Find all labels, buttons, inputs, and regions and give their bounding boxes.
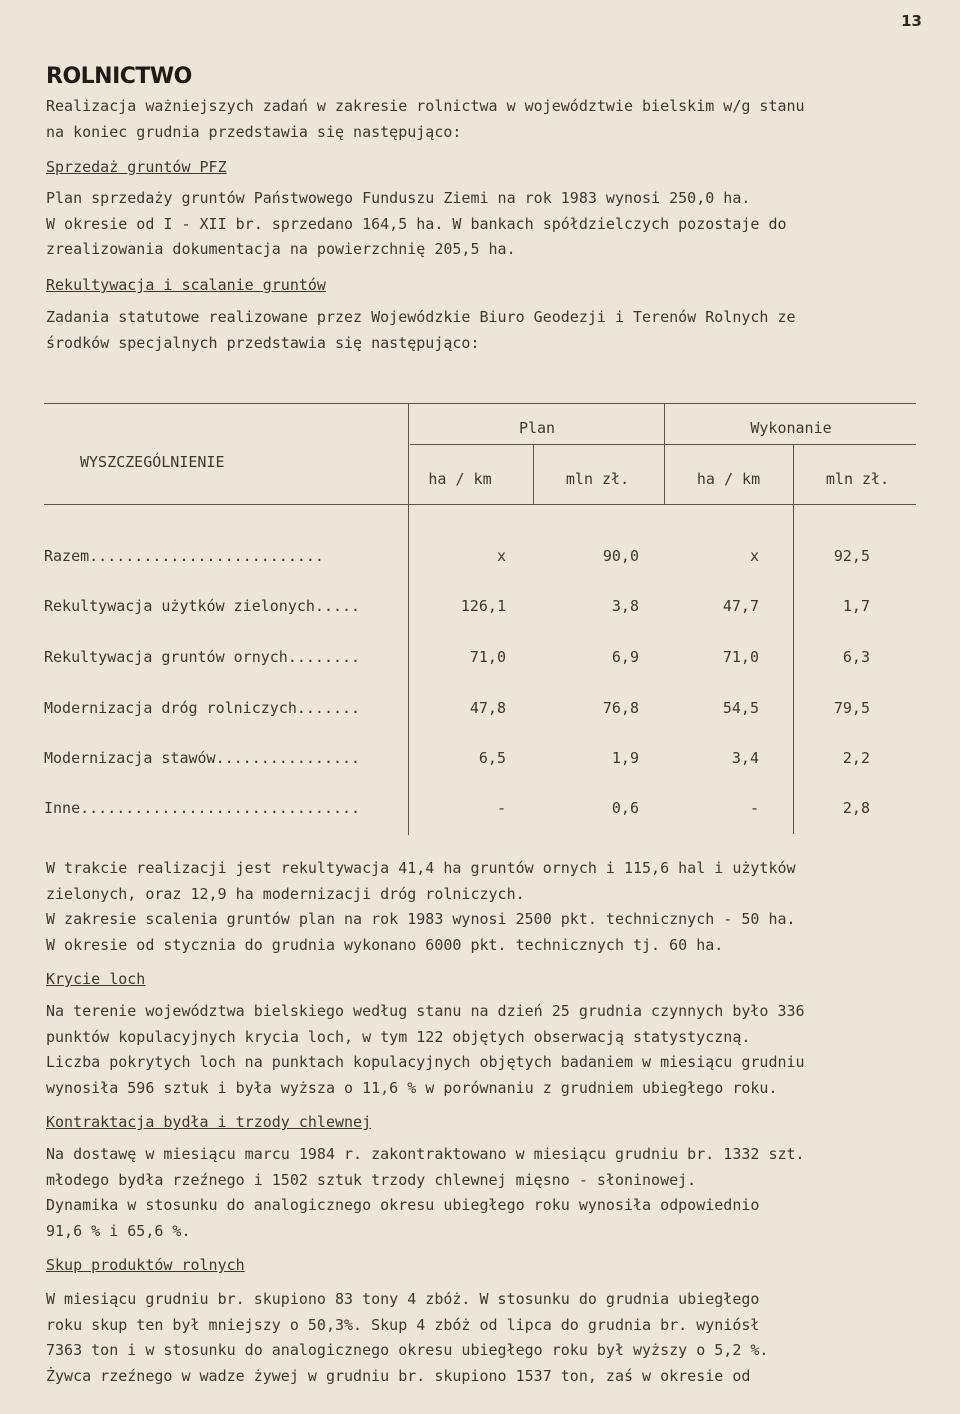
text-line: Na dostawę w miesiącu marcu 1984 r. zakontraktowano w miesiącu grudniu br. 1332 szt. — [46, 1145, 805, 1163]
heading-krycie-loch: Krycie loch — [46, 970, 146, 988]
heading-rekultywacja: Rekultywacja i scalanie gruntów — [46, 276, 326, 294]
column-group-wykonanie: Wykonanie — [750, 419, 832, 437]
text-line: młodego bydła rzeźnego i 1502 sztuk trzody chlewnej mięsno - słoninowej. — [46, 1170, 697, 1189]
cell-plan-ha: 126,1 — [460, 597, 506, 615]
cell-plan-ha: 47,8 — [469, 699, 506, 717]
column-header-plan-mln: mln zł. — [565, 470, 630, 488]
paragraph-kontraktacja — [46, 1142, 940, 1244]
cell-plan-mln: 76,8 — [602, 699, 639, 717]
text-line: W zakresie scalenia gruntów plan na rok 1983 wynosi 2500 pkt. technicznych - 50 ha. — [46, 910, 796, 928]
cell-plan-mln: 1,9 — [611, 749, 639, 767]
paragraph-rekultywacja — [46, 305, 940, 356]
column-header-wyszczegolnienie: WYSZCZEGÓLNIENIE — [80, 453, 225, 471]
section-title: ROLNICTWO — [46, 64, 192, 89]
table-divider — [408, 403, 409, 835]
cell-plan-mln: 0,6 — [611, 799, 639, 817]
cell-done-mln: 79,5 — [833, 699, 870, 717]
cell-plan-ha: 6,5 — [478, 749, 506, 767]
cell-done-mln: 6,3 — [842, 648, 870, 666]
row-label: Modernizacja stawów................ — [44, 749, 361, 767]
text-line: wynosiła 596 sztuk i była wyższa o 11,6 % w porównaniu z grudniem ubiegłego roku. — [46, 1078, 778, 1097]
text-line: roku skup ten był mniejszy o 50,3%. Skup 4 zbóż od lipca do grudnia br. wyniósł — [46, 1315, 760, 1334]
cell-plan-mln: 3,8 — [611, 597, 639, 615]
cell-done-ha: 54,5 — [722, 699, 759, 717]
paragraph-after-table — [46, 856, 940, 958]
text-line: Realizacja ważniejszych zadań w zakresie rolnictwa w województwie bielskim w/g stanu — [46, 97, 805, 115]
page-number: 13 — [901, 12, 922, 30]
heading-skup: Skup produktów rolnych — [46, 1256, 245, 1274]
cell-plan-mln: 90,0 — [602, 547, 639, 565]
cell-done-mln: 92,5 — [833, 547, 870, 565]
row-label: Rekultywacja użytków zielonych..... — [44, 597, 361, 615]
cell-done-ha: 3,4 — [731, 749, 759, 767]
data-table — [0, 400, 960, 840]
column-header-plan-ha: ha / km — [428, 470, 492, 488]
row-label: Razem.......................... — [44, 547, 324, 565]
intro-paragraph — [46, 94, 940, 145]
text-line: środków specjalnych przedstawia się następująco: — [46, 333, 480, 352]
text-line: W trakcie realizacji jest rekultywacja 41,4 ha gruntów ornych i 115,6 hal i użytków — [46, 859, 796, 877]
cell-done-mln: 1,7 — [842, 597, 870, 615]
cell-done-ha: 47,7 — [722, 597, 759, 615]
cell-plan-ha: - — [496, 799, 506, 817]
text-line: Plan sprzedaży gruntów Państwowego Funduszu Ziemi na rok 1983 wynosi 250,0 ha. — [46, 189, 751, 207]
text-line: 91,6 % i 65,6 %. — [46, 1221, 191, 1240]
text-line: zielonych, oraz 12,9 ha modernizacji dróg rolniczych. — [46, 884, 525, 903]
text-line: Żywca rzeźnego w wadze żywej w grudniu br. skupiono 1537 ton, zaś w okresie od — [46, 1366, 751, 1385]
text-line: W miesiącu grudniu br. skupiono 83 tony 4 zbóż. W stosunku do grudnia ubiegłego — [46, 1290, 760, 1308]
cell-done-mln: 2,8 — [842, 799, 870, 817]
text-line: punktów kopulacyjnych krycia loch, w tym 122 objętych obserwacją statystyczną. — [46, 1027, 751, 1046]
text-line: W okresie od stycznia do grudnia wykonano 6000 pkt. technicznych tj. 60 ha. — [46, 935, 724, 954]
text-line: W okresie od I - XII br. sprzedano 164,5 ha. W bankach spółdzielczych pozostaje do — [46, 214, 787, 233]
heading-kontraktacja: Kontraktacja bydła i trzody chlewnej — [46, 1113, 372, 1131]
cell-done-mln: 2,2 — [842, 749, 870, 767]
row-label: Modernizacja dróg rolniczych....... — [44, 699, 361, 717]
text-line: zrealizowania dokumentacja na powierzchnię 205,5 ha. — [46, 240, 516, 258]
cell-done-ha: - — [749, 799, 759, 817]
paragraph-krycie-loch — [46, 999, 940, 1101]
table-divider — [793, 444, 794, 834]
cell-plan-ha: 71,0 — [469, 648, 506, 666]
paragraph-skup — [46, 1287, 940, 1389]
table-header-rule — [44, 504, 916, 505]
text-line: Dynamika w stosunku do analogicznego okresu ubiegłego roku wynosiła odpowiednio — [46, 1196, 760, 1214]
text-line: 7363 ton i w stosunku do analogicznego okresu ubiegłego roku był wyższy o 5,2 %. — [46, 1341, 769, 1359]
table-divider — [664, 403, 665, 504]
text-line: Liczba pokrytych loch na punktach kopulacyjnych objętych badaniem w miesiącu grudniu — [46, 1053, 805, 1071]
table-group-rule — [410, 444, 916, 445]
cell-done-ha: x — [749, 547, 759, 565]
cell-plan-mln: 6,9 — [611, 648, 639, 666]
row-label: Inne............................... — [44, 799, 361, 817]
cell-plan-ha: x — [496, 547, 506, 565]
cell-done-ha: 71,0 — [722, 648, 759, 666]
text-line: na koniec grudnia przedstawia się następująco: — [46, 122, 462, 141]
row-label: Rekultywacja gruntów ornych........ — [44, 648, 361, 666]
text-line: Na terenie województwa bielskiego według stanu na dzień 25 grudnia czynnych było 336 — [46, 1002, 805, 1020]
table-top-rule — [44, 403, 916, 404]
column-group-plan: Plan — [518, 419, 556, 437]
column-header-done-mln: mln zł. — [825, 470, 890, 488]
heading-pfz: Sprzedaż gruntów PFZ — [46, 158, 227, 176]
paragraph-pfz — [46, 186, 940, 263]
table-divider — [533, 444, 534, 504]
text-line: Zadania statutowe realizowane przez Wojewódzkie Biuro Geodezji i Terenów Rolnych ze — [46, 308, 796, 326]
column-header-done-ha: ha / km — [696, 470, 761, 488]
